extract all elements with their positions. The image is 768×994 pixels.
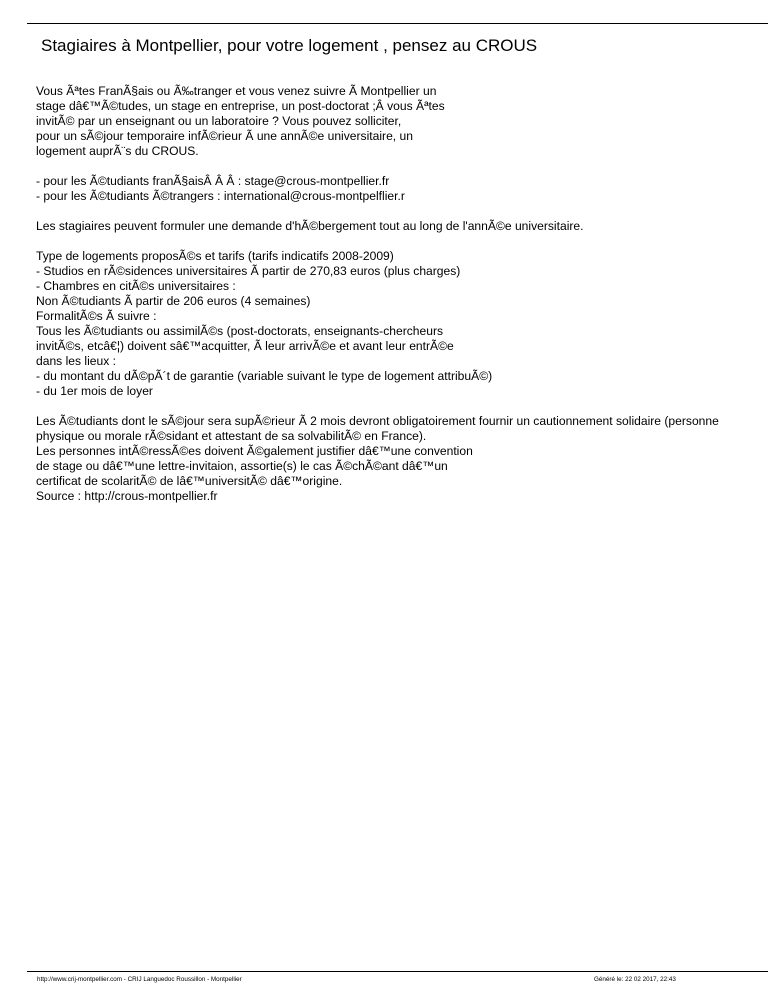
- text-line: certificat de scolaritÃ© de lâ€™universitÃ© dâ€™origine.: [36, 474, 343, 488]
- request-paragraph: [36, 219, 768, 234]
- page-title: Stagiaires à Montpellier, pour votre logement , pensez au CROUS: [41, 36, 538, 55]
- text-line: pour un sÃ©jour temporaire infÃ©rieur Ã une annÃ©e universitaire, un: [36, 129, 413, 143]
- text-line: - du montant du dÃ©pÃ´t de garantie (variable suivant le type de logement attribuÃ©): [36, 369, 493, 383]
- text-line: Non Ã©tudiants Ã partir de 206 euros (4 semaines): [36, 294, 311, 308]
- footer-source: http://www.crij-montpellier.com - CRIJ Languedoc Roussillon - Montpellier: [37, 976, 242, 983]
- contact-line-foreign: - pour les Ã©tudiants Ã©trangers : international@crous-montpelflier.r: [36, 189, 405, 203]
- text-line: Les stagiaires peuvent formuler une demande d'hÃ©bergement tout au long de l'annÃ©e universitaire.: [36, 219, 584, 233]
- header-rule: [27, 23, 768, 24]
- guarantee-paragraph: [36, 414, 768, 504]
- text-line: Vous Ãªtes FranÃ§ais ou Ã‰tranger et vous venez suivre Ã Montpellier un: [36, 84, 437, 98]
- footer-generated-date: Généré le: 22 02 2017, 22:43: [594, 976, 676, 983]
- text-line: - Studios en rÃ©sidences universitaires Ã partir de 270,83 euros (plus charges): [36, 264, 461, 278]
- text-line: de stage ou dâ€™une lettre-invitaion, assortie(s) le cas Ã©chÃ©ant dâ€™un: [36, 459, 448, 473]
- intro-paragraph: [36, 84, 768, 159]
- text-line: stage dâ€™Ã©tudes, un stage en entreprise, un post-doctorat ;Â vous Ãªtes: [36, 99, 445, 113]
- text-line: Type de logements proposÃ©s et tarifs (tarifs indicatifs 2008-2009): [36, 249, 394, 263]
- text-line: - Chambres en citÃ©s universitaires :: [36, 279, 236, 293]
- text-line: Les personnes intÃ©ressÃ©es doivent Ã©galement justifier dâ€™une convention: [36, 444, 473, 458]
- housing-types-paragraph: [36, 249, 768, 399]
- contact-line-french: - pour les Ã©tudiants franÃ§aisÂ Â Â : stage@crous-montpellier.fr: [36, 174, 390, 188]
- text-line: Tous les Ã©tudiants ou assimilÃ©s (post-doctorats, enseignants-chercheurs: [36, 324, 444, 338]
- source-line: Source : http://crous-montpellier.fr: [36, 489, 218, 503]
- text-line: Les Ã©tudiants dont le sÃ©jour sera supÃ©rieur Ã 2 mois devront obligatoirement fournir un cautionnement solidaire (personne: [36, 414, 719, 428]
- document-body: [36, 84, 768, 519]
- text-line: invitÃ© par un enseignant ou un laboratoire ? Vous pouvez solliciter,: [36, 114, 402, 128]
- text-line: invitÃ©s, etcâ€¦) doivent sâ€™acquitter, Ã leur arrivÃ©e et avant leur entrÃ©e: [36, 339, 454, 353]
- footer-rule: [27, 971, 768, 972]
- text-line: logement auprÃ¨s du CROUS.: [36, 144, 199, 158]
- contacts-paragraph: [36, 174, 768, 204]
- text-line: dans les lieux :: [36, 354, 116, 368]
- text-line: - du 1er mois de loyer: [36, 384, 153, 398]
- text-line: FormalitÃ©s Ã suivre :: [36, 309, 157, 323]
- text-line: physique ou morale rÃ©sidant et attestant de sa solvabilitÃ© en France).: [36, 429, 427, 443]
